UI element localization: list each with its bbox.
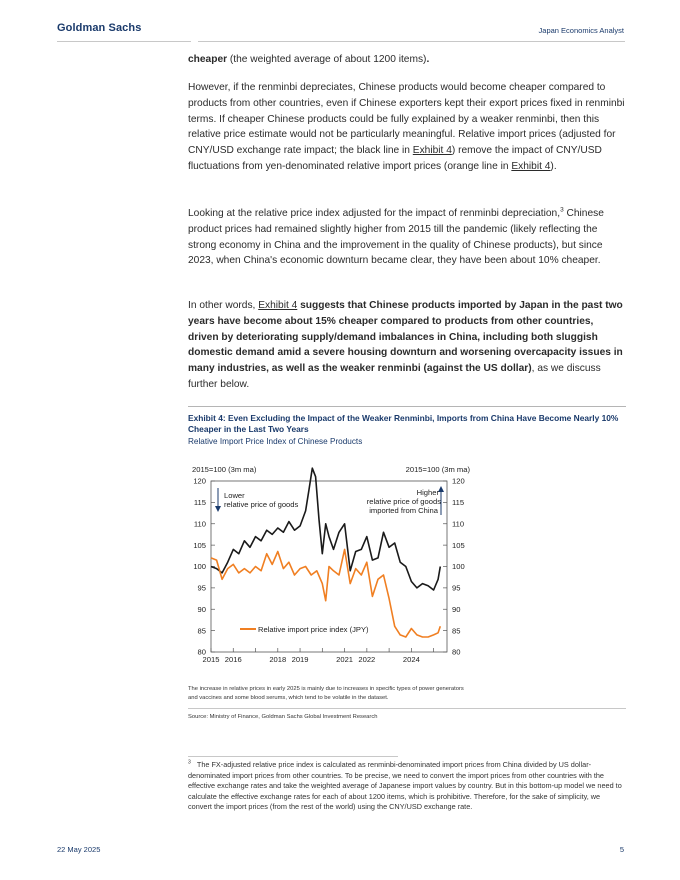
annotation-higher: Higher [416, 488, 439, 497]
series-line-jpy [211, 549, 440, 637]
footnote [188, 760, 626, 813]
chart-series-layer [211, 468, 440, 637]
x-tick-label: 2016 [224, 655, 242, 664]
exhibit-4-link[interactable]: Exhibit 4 [412, 145, 452, 157]
figure-note-rule [188, 708, 626, 709]
footnote-ref[interactable]: 3 [560, 206, 564, 214]
text: However, if the renminbi depreciates, Chinese products would become cheaper compared to products from other countries, even if Chinese exporters kept their export prices fixed in renminbi terms. If cheaper Chinese products could be fully explained by a weaker renminbi, then this relative price estimate would not be particularly meaningful. Relative import prices (adjusted for CNY/USD exchange rate impact; the black line in [188, 82, 625, 157]
brand-logo: Goldman Sachs [57, 22, 142, 34]
y-tick-label-right: 95 [452, 583, 461, 593]
figure-title: Exhibit 4: Even Excluding the Impact of the Weaker Renminbi, Imports from China Have Become Nearly 10% Cheaper in the Last Two Years [188, 413, 619, 434]
annotation-lower: relative price of goods [224, 500, 299, 509]
paragraph-cheaper [188, 52, 626, 68]
x-tick-label: 2019 [291, 655, 309, 664]
y-tick-label-left: 115 [193, 498, 206, 508]
y-tick-label-left: 85 [197, 626, 206, 636]
y-tick-label-right: 90 [452, 604, 461, 614]
exhibit-4-link[interactable]: Exhibit 4 [511, 160, 551, 172]
page-number: 5 [619, 845, 624, 854]
y-tick-label-left: 90 [197, 604, 206, 614]
text: Looking at the relative price index adjusted for the impact of renminbi depreciation, [188, 208, 561, 219]
x-tick-label: 2024 [402, 655, 420, 664]
text: ) remove the impact of CNY/USD fluctuations from yen-denominated relative import prices (orange line in [188, 145, 602, 172]
text: Chinese product prices had remained slightly higher from 2015 till the pandemic (likely reflecting the strong economy in China and the improvement in the quality of Chinese products), but since 2023, when China's economic downturn became clear, they have been about 10% cheaper. [188, 208, 604, 267]
paragraph-renminbi [188, 80, 626, 175]
footnote-text: The FX-adjusted relative price index is calculated as renminbi-denominated import prices from China divided by US dollar-denominated import prices from other countries. To be precise, we need to convert the import prices from other countries with the effective exchange rates and take the weighted average of Japanese import values by country. But in this bottom-up model we need to calculate the effective exchange rates for each of about 1200 items, which is prohibitive. Therefore, for the sake of simplicity, we convert the import prices (from the rest of the world) using the CNY/USD exchange rate. [188, 760, 622, 812]
header-rule-left [57, 41, 191, 42]
annotation-lower: Lower [224, 491, 245, 500]
y-tick-label-right: 110 [452, 519, 465, 529]
y-axis-label-right: 2015=100 (3m ma) [405, 465, 470, 474]
footnote-rule [188, 756, 398, 757]
footnote-number: 3 [188, 759, 191, 766]
figure-note: The increase in relative prices in early 2025 is mainly due to increases in specific types of power generators and vaccines and some blood serums, which tend to be volatile in the dataset. [188, 686, 464, 701]
text: , as we discuss further below. [188, 363, 601, 390]
legend-label: Relative import price index (JPY) [258, 625, 369, 634]
y-tick-label-right: 105 [452, 540, 465, 550]
bold-text: cheaper [188, 54, 228, 65]
x-tick-label: 2018 [269, 655, 287, 664]
y-tick-label-right: 115 [452, 498, 465, 508]
y-tick-label-left: 105 [193, 540, 206, 550]
x-tick-label: 2022 [358, 655, 376, 664]
y-tick-label-left: 95 [197, 583, 206, 593]
period: . [426, 54, 430, 65]
y-axis-label-left: 2015=100 (3m ma) [192, 465, 257, 474]
annotation-higher: imported from China [369, 506, 438, 515]
exhibit-4-link[interactable]: Exhibit 4 [258, 300, 298, 311]
report-title: Japan Economics Analyst [538, 26, 624, 35]
series-line-fx-adjusted [211, 468, 440, 590]
footer-date: 22 May 2025 [57, 845, 101, 854]
x-tick-label: 2021 [336, 655, 354, 664]
bold-text: suggests that Chinese products imported by Japan in the past two years have become about 15% cheaper compared to products from other countries, driven by deteriorating supply/demand imbalances in China, including both sluggish domestic demand amid a severe housing downturn and worsening overcapacity issues in many industries, as well as the weaker renminbi (against the US dollar) [188, 300, 623, 375]
y-tick-label-left: 100 [193, 562, 206, 572]
text: (the weighted average of about 1200 items) [227, 54, 427, 65]
figure-source: Source: Ministry of Finance, Goldman Sachs Global Investment Research [188, 714, 378, 720]
y-tick-label-right: 120 [452, 476, 465, 486]
figure-subtitle: Relative Import Price Index of Chinese Products [188, 437, 363, 446]
text: In other words, [188, 300, 259, 311]
y-tick-label-right: 85 [452, 626, 461, 636]
paragraph-adjusted-index [188, 206, 626, 269]
y-tick-label-right: 100 [452, 562, 465, 572]
y-tick-label-left: 110 [193, 519, 206, 529]
down-arrowhead-icon [215, 506, 221, 512]
text: ). [550, 160, 557, 172]
line-chart [188, 455, 488, 675]
header-rule-right [198, 41, 625, 42]
y-tick-label-left: 80 [197, 647, 206, 657]
figure-top-rule [188, 406, 626, 407]
y-tick-label-right: 80 [452, 647, 461, 657]
x-tick-label: 2015 [202, 655, 220, 664]
annotation-higher: relative price of goods [366, 497, 441, 506]
paragraph-summary [188, 298, 626, 393]
y-tick-label-left: 120 [193, 476, 206, 486]
